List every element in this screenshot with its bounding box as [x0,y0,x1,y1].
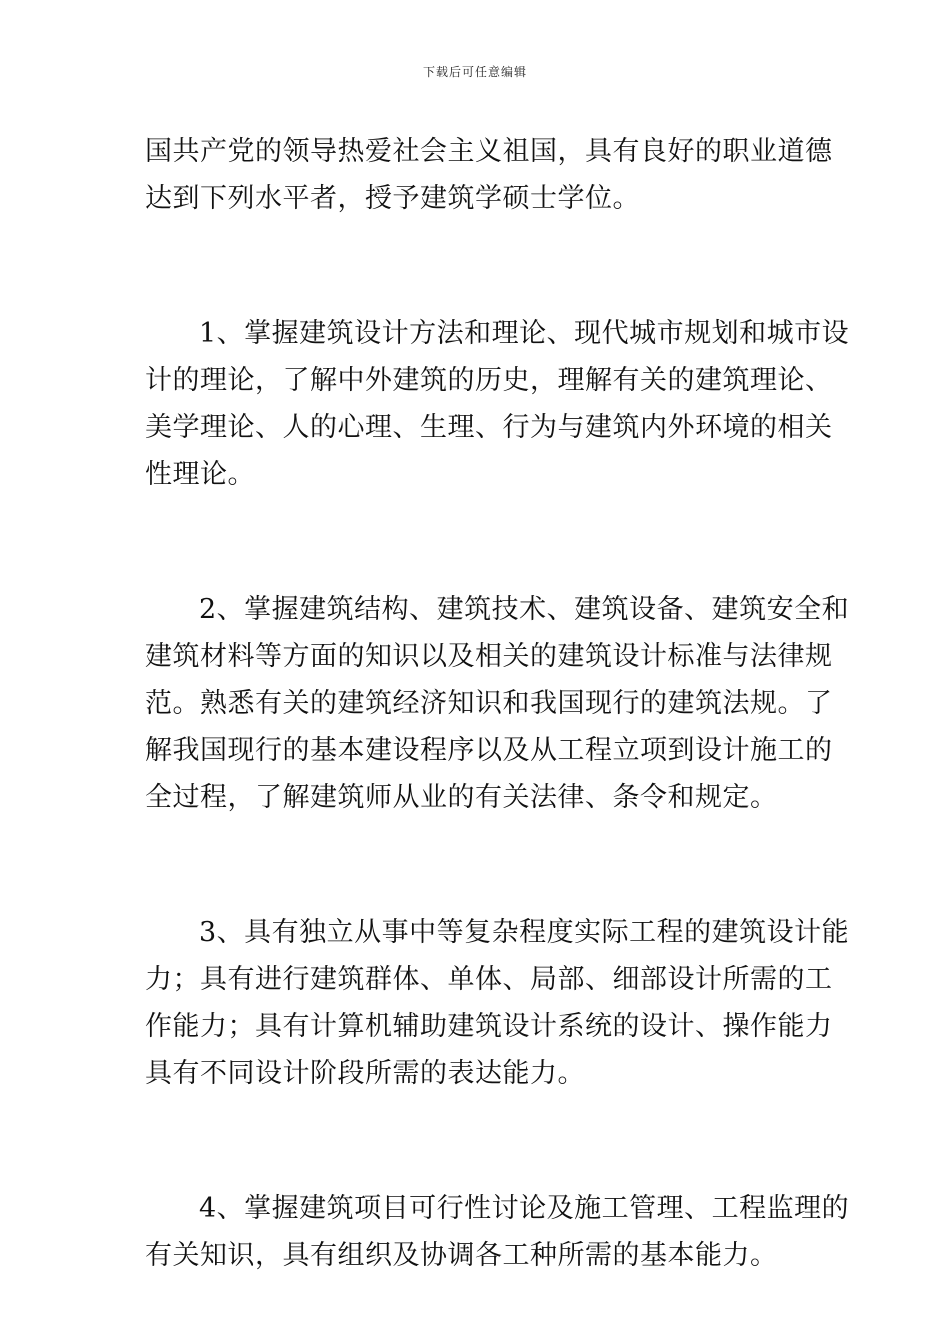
paragraph-line: 建筑材料等方面的知识以及相关的建筑设计标准与法律规 [145,641,833,672]
paragraph-line: 范。熟悉有关的建筑经济知识和我国现行的建筑法规。了 [145,688,833,719]
requirement-item-4 [145,1185,850,1279]
paragraph-line: 1、掌握建筑设计方法和理论、现代城市规划和城市设 [199,318,850,349]
paragraph-line: 具有不同设计阶段所需的表达能力。 [145,1058,585,1089]
paragraph-line: 美学理论、人的心理、生理、行为与建筑内外环境的相关 [145,412,833,443]
paragraph-line: 2、掌握建筑结构、建筑技术、建筑设备、建筑安全和 [199,594,850,625]
paragraph-line: 4、掌握建筑项目可行性讨论及施工管理、工程监理的 [199,1193,850,1224]
page-header-note: 下载后可任意编辑 [422,65,527,79]
intro-paragraph [145,128,833,222]
paragraph-line: 有关知识，具有组织及协调各工种所需的基本能力。 [145,1240,778,1271]
paragraph-line: 计的理论，了解中外建筑的历史，理解有关的建筑理论、 [145,365,833,396]
requirement-item-2 [145,586,850,821]
paragraph-line: 解我国现行的基本建设程序以及从工程立项到设计施工的 [145,735,833,766]
paragraph-line: 3、具有独立从事中等复杂程度实际工程的建筑设计能 [199,917,850,948]
paragraph-line: 力；具有进行建筑群体、单体、局部、细部设计所需的工 [145,964,833,995]
paragraph-line: 国共产党的领导热爱社会主义祖国，具有良好的职业道德 [145,136,833,167]
paragraph-line: 性理论。 [145,459,255,490]
paragraph-line: 全过程，了解建筑师从业的有关法律、条令和规定。 [145,782,778,813]
requirement-item-3 [145,909,850,1097]
document-body [145,128,850,1279]
paragraph-line: 作能力；具有计算机辅助建筑设计系统的设计、操作能力 [145,1011,833,1042]
requirement-item-1 [145,310,850,498]
paragraph-line: 达到下列水平者，授予建筑学硕士学位。 [145,183,640,214]
